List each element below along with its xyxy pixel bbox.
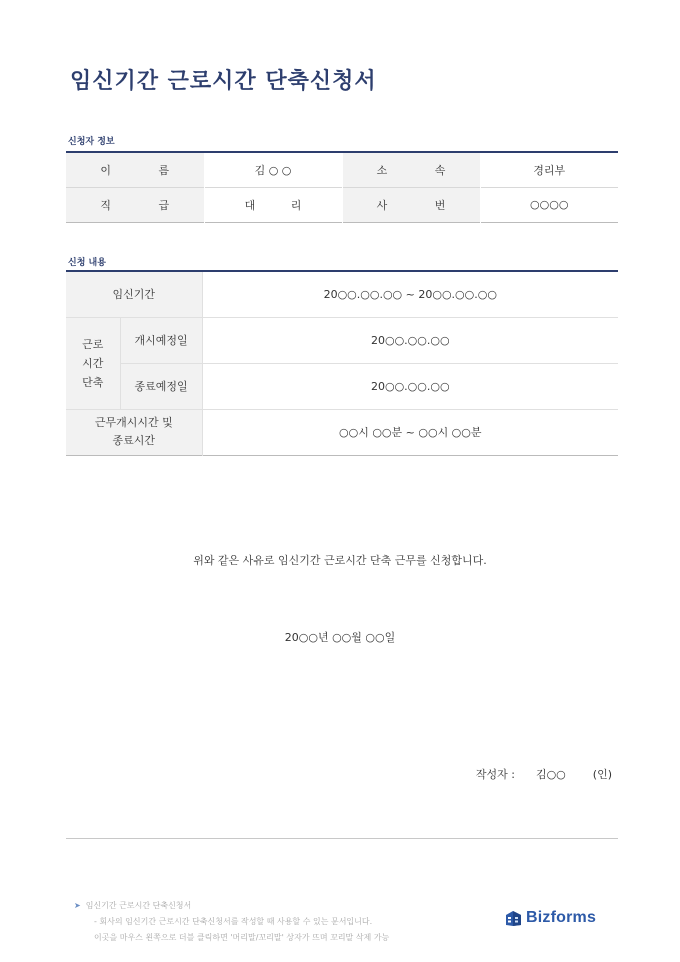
dept-label: 소 속 <box>376 163 468 177</box>
applicant-section-label: 신청자 정보 <box>68 137 115 147</box>
end-date-label: 종료예정일 <box>120 363 202 409</box>
reduction-label-cell <box>66 317 120 409</box>
empno-label: 사 번 <box>376 198 468 212</box>
request-section-label: 신청 내용 <box>68 258 106 268</box>
work-hours-label-line1: 근무개시시간 및 <box>94 416 173 429</box>
work-hours-label-line2: 종료시간 <box>112 434 156 447</box>
start-date-value[interactable]: 20○○.○○.○○ <box>202 317 618 363</box>
dept-label-cell <box>342 152 480 187</box>
reduction-label-line3: 단축 <box>82 375 104 389</box>
bizforms-logo <box>505 909 596 927</box>
applicant-info-table <box>66 151 618 223</box>
name-label-cell <box>66 152 204 187</box>
table-row <box>66 187 618 222</box>
footer-line3: 이곳을 마우스 왼쪽으로 더블 클릭하면 '머리말/꼬리말' 상자가 뜨며 꼬리말 삭제 가능 <box>94 933 390 942</box>
footer-note[interactable] <box>74 898 389 946</box>
table-row <box>66 317 618 363</box>
position-label-cell <box>66 187 204 222</box>
name-label: 이 름 <box>100 163 192 177</box>
table-row <box>66 363 618 409</box>
footer-line1: 임신기간 근로시간 단축신청서 <box>85 901 192 910</box>
end-date-value[interactable]: 20○○.○○.○○ <box>202 363 618 409</box>
table-row <box>66 152 618 187</box>
name-value[interactable]: 김 ○ ○ <box>204 152 342 187</box>
dept-value[interactable]: 경리부 <box>480 152 618 187</box>
request-date[interactable]: 20○○년 ○○월 ○○일 <box>284 631 396 644</box>
footer-line2: - 회사의 임신기간 근로시간 단축신청서를 작성할 때 사용할 수 있는 문서입니다. <box>94 917 373 926</box>
request-statement: 위와 같은 사유로 임신기간 근로시간 단축 근무를 신청합니다. <box>193 554 487 567</box>
footer-line1-row <box>74 898 389 914</box>
bizforms-logo-icon <box>505 909 522 927</box>
pregnancy-period-value[interactable]: 20○○.○○.○○ ~ 20○○.○○.○○ <box>202 271 618 317</box>
footer-divider <box>66 838 618 839</box>
bizforms-logo-text: Bizforms <box>526 909 597 926</box>
request-content-table <box>66 270 618 456</box>
work-hours-value[interactable]: ○○시 ○○분 ~ ○○시 ○○분 <box>202 409 618 455</box>
reduction-label-line2: 시간 <box>82 356 104 370</box>
empno-label-cell <box>342 187 480 222</box>
writer-name[interactable]: 김○○ <box>535 768 566 781</box>
table-row <box>66 409 618 455</box>
writer-seal: (인) <box>592 768 612 781</box>
work-hours-label-cell <box>66 409 202 455</box>
pregnancy-period-label: 임신기간 <box>66 271 202 317</box>
position-label: 직 급 <box>100 198 192 212</box>
position-value-text: 대 리 <box>244 198 318 212</box>
empno-value[interactable]: ○○○○ <box>480 187 618 222</box>
writer-line <box>476 766 612 782</box>
reduction-label-line1: 근로 <box>82 337 104 351</box>
writer-label: 작성자 : <box>475 768 515 781</box>
position-value[interactable] <box>204 187 342 222</box>
table-row <box>66 271 618 317</box>
document-title: 임신기간 근로시간 단축신청서 <box>70 69 377 94</box>
arrow-icon: ➤ <box>74 901 81 910</box>
start-date-label: 개시예정일 <box>120 317 202 363</box>
